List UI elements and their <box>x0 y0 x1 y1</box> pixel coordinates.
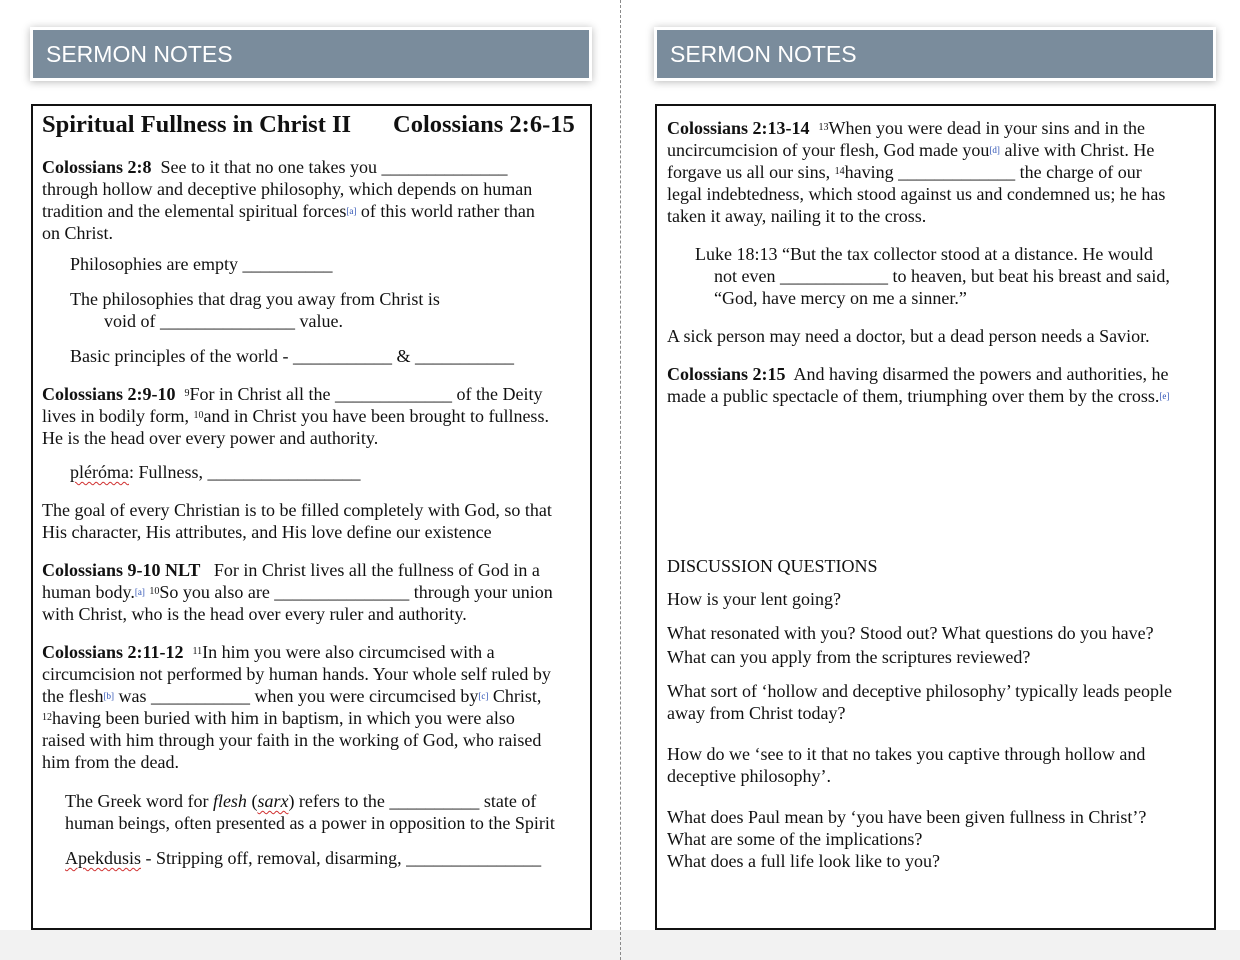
goal-line2: His character, His attributes, and His love define our existence <box>42 522 492 542</box>
verse-col-2-15-line1: Colossians 2:15 And having disarmed the powers and authorities, he <box>667 364 1169 384</box>
sermon-notes-header-right: SERMON NOTES <box>657 30 1213 78</box>
luke-quote-line2: not even ____________ to heaven, but beat his breast and said, <box>714 266 1170 286</box>
verse-ref: Colossians 2:8 <box>42 157 152 177</box>
verse-col-2-11-12-line2: circumcision not performed by human hands. Your whole self ruled by <box>42 664 551 684</box>
page-divider <box>620 0 621 960</box>
note-greek-flesh-line1: The Greek word for flesh (sarx) refers to the __________ state of <box>65 791 537 811</box>
verse-col-2-8-line3: tradition and the elemental spiritual forces[a] of this world rather than <box>42 201 535 221</box>
verse-col-2-11-12-line4: $^{12}$having been buried with him in baptism, in which you were also <box>42 708 515 728</box>
question-captive-line1: How do we ‘see to it that no takes you captive through hollow and <box>667 744 1146 764</box>
verse-nlt-line1: Colossians 9-10 NLT For in Christ lives all the fullness of God in a <box>42 560 540 580</box>
right-notes-panel <box>655 104 1216 930</box>
verse-col-2-15-line2: made a public spectacle of them, triumphing over them by the cross.[e] <box>667 386 1170 406</box>
verse-col-2-11-12-line5: raised with him through your faith in the working of God, who raised <box>42 730 542 750</box>
verse-col-2-13-14-line4: legal indebtedness, which stood against us and condemned us; he has <box>667 184 1166 204</box>
verse-nlt-line3: with Christ, who is the head over every ruler and authority. <box>42 604 467 624</box>
luke-quote-line1: Luke 18:13 “But the tax collector stood at a distance. He would <box>695 244 1153 264</box>
question-resonated-line2: What can you apply from the scriptures reviewed? <box>667 647 1031 667</box>
footnote-link-a[interactable]: [a] <box>346 206 357 216</box>
footnote-link-e[interactable]: [e] <box>1159 391 1170 401</box>
note-sick-person: A sick person may need a doctor, but a dead person needs a Savior. <box>667 326 1150 346</box>
note-apekdusis: Apekdusis - Stripping off, removal, disarming, _______________ <box>65 848 542 868</box>
footnote-link-a2[interactable]: [a] <box>134 587 145 597</box>
note-philosophies-empty: Philosophies are empty __________ <box>70 254 333 274</box>
verse-col-2-13-14-line2: uncircumcision of your flesh, God made you[d] alive with Christ. He <box>667 140 1155 160</box>
spellcheck-word-pleroma: pléróma <box>70 462 129 482</box>
sermon-notes-header-left: SERMON NOTES <box>33 30 589 78</box>
discussion-questions-title: DISCUSSION QUESTIONS <box>667 556 878 576</box>
note-basic-principles: Basic principles of the world - ___________ & ___________ <box>70 346 514 366</box>
verse-col-2-13-14-line5: taken it away, nailing it to the cross. <box>667 206 927 226</box>
left-notes-panel <box>31 104 592 930</box>
sermon-title-reference: Colossians 2:6-15 <box>393 111 575 138</box>
question-fullness-line3: What does a full life look like to you? <box>667 851 940 871</box>
verse-col-2-8-line4: on Christ. <box>42 223 114 243</box>
spellcheck-word-sarx: sarx <box>257 791 289 811</box>
footnote-link-c[interactable]: [c] <box>478 691 489 701</box>
sermon-title: Spiritual Fullness in Christ II <box>42 111 352 138</box>
verse-col-2-11-12-line6: him from the dead. <box>42 752 179 772</box>
question-fullness-line1: What does Paul mean by ‘you have been given fullness in Christ’? <box>667 807 1147 827</box>
note-pleroma: pléróma: Fullness, _________________ <box>70 462 361 482</box>
verse-col-2-11-12-line1: Colossians 2:11-12 $^{11}$In him you were also circumcised with a <box>42 642 495 662</box>
verse-col-2-8-line2: through hollow and deceptive philosophy, which depends on human <box>42 179 533 199</box>
verse-nlt-line2: human body.[a] $^{10}$So you also are _______________ through your union <box>42 582 553 602</box>
question-hollow-line1: What sort of ‘hollow and deceptive philosophy’ typically leads people <box>667 681 1173 701</box>
footnote-link-d[interactable]: [d] <box>989 145 1000 155</box>
note-greek-flesh-line2: human beings, often presented as a power in opposition to the Spirit <box>65 813 555 833</box>
note-philosophies-drag: The philosophies that drag you away from Christ is <box>70 289 440 309</box>
footnote-link-b[interactable]: [b] <box>103 691 114 701</box>
verse-col-2-9-10-line3: He is the head over every power and authority. <box>42 428 379 448</box>
verse-col-2-9-10-line1: Colossians 2:9-10 $^9$For in Christ all the _____________ of the Deity <box>42 384 543 404</box>
verse-col-2-9-10-line2: lives in bodily form, $^{10}$and in Christ you have been brought to fullness. <box>42 406 549 426</box>
question-fullness-line2: What are some of the implications? <box>667 829 923 849</box>
goal-line1: The goal of every Christian is to be filled completely with God, so that <box>42 500 552 520</box>
verse-col-2-13-14-line1: Colossians 2:13-14 $^{13}$When you were dead in your sins and in the <box>667 118 1145 138</box>
question-captive-line2: deceptive philosophy’. <box>667 766 831 786</box>
question-resonated-line1: What resonated with you? Stood out? What questions do you have? <box>667 623 1154 643</box>
verse-col-2-13-14-line3: forgave us all our sins, $^{14}$having _____________ the charge of our <box>667 162 1142 182</box>
luke-quote-line3: “God, have mercy on me a sinner.” <box>714 288 967 308</box>
verse-col-2-8-line1: Colossians 2:8 See to it that no one takes you ______________ <box>42 157 508 177</box>
note-void-of-value: void of _______________ value. <box>104 311 343 331</box>
question-hollow-line2: away from Christ today? <box>667 703 846 723</box>
verse-col-2-11-12-line3: the flesh[b] was ___________ when you were circumcised by[c] Christ, <box>42 686 542 706</box>
spellcheck-word-apekdusis: Apekdusis <box>65 848 141 868</box>
question-lent: How is your lent going? <box>667 589 841 609</box>
